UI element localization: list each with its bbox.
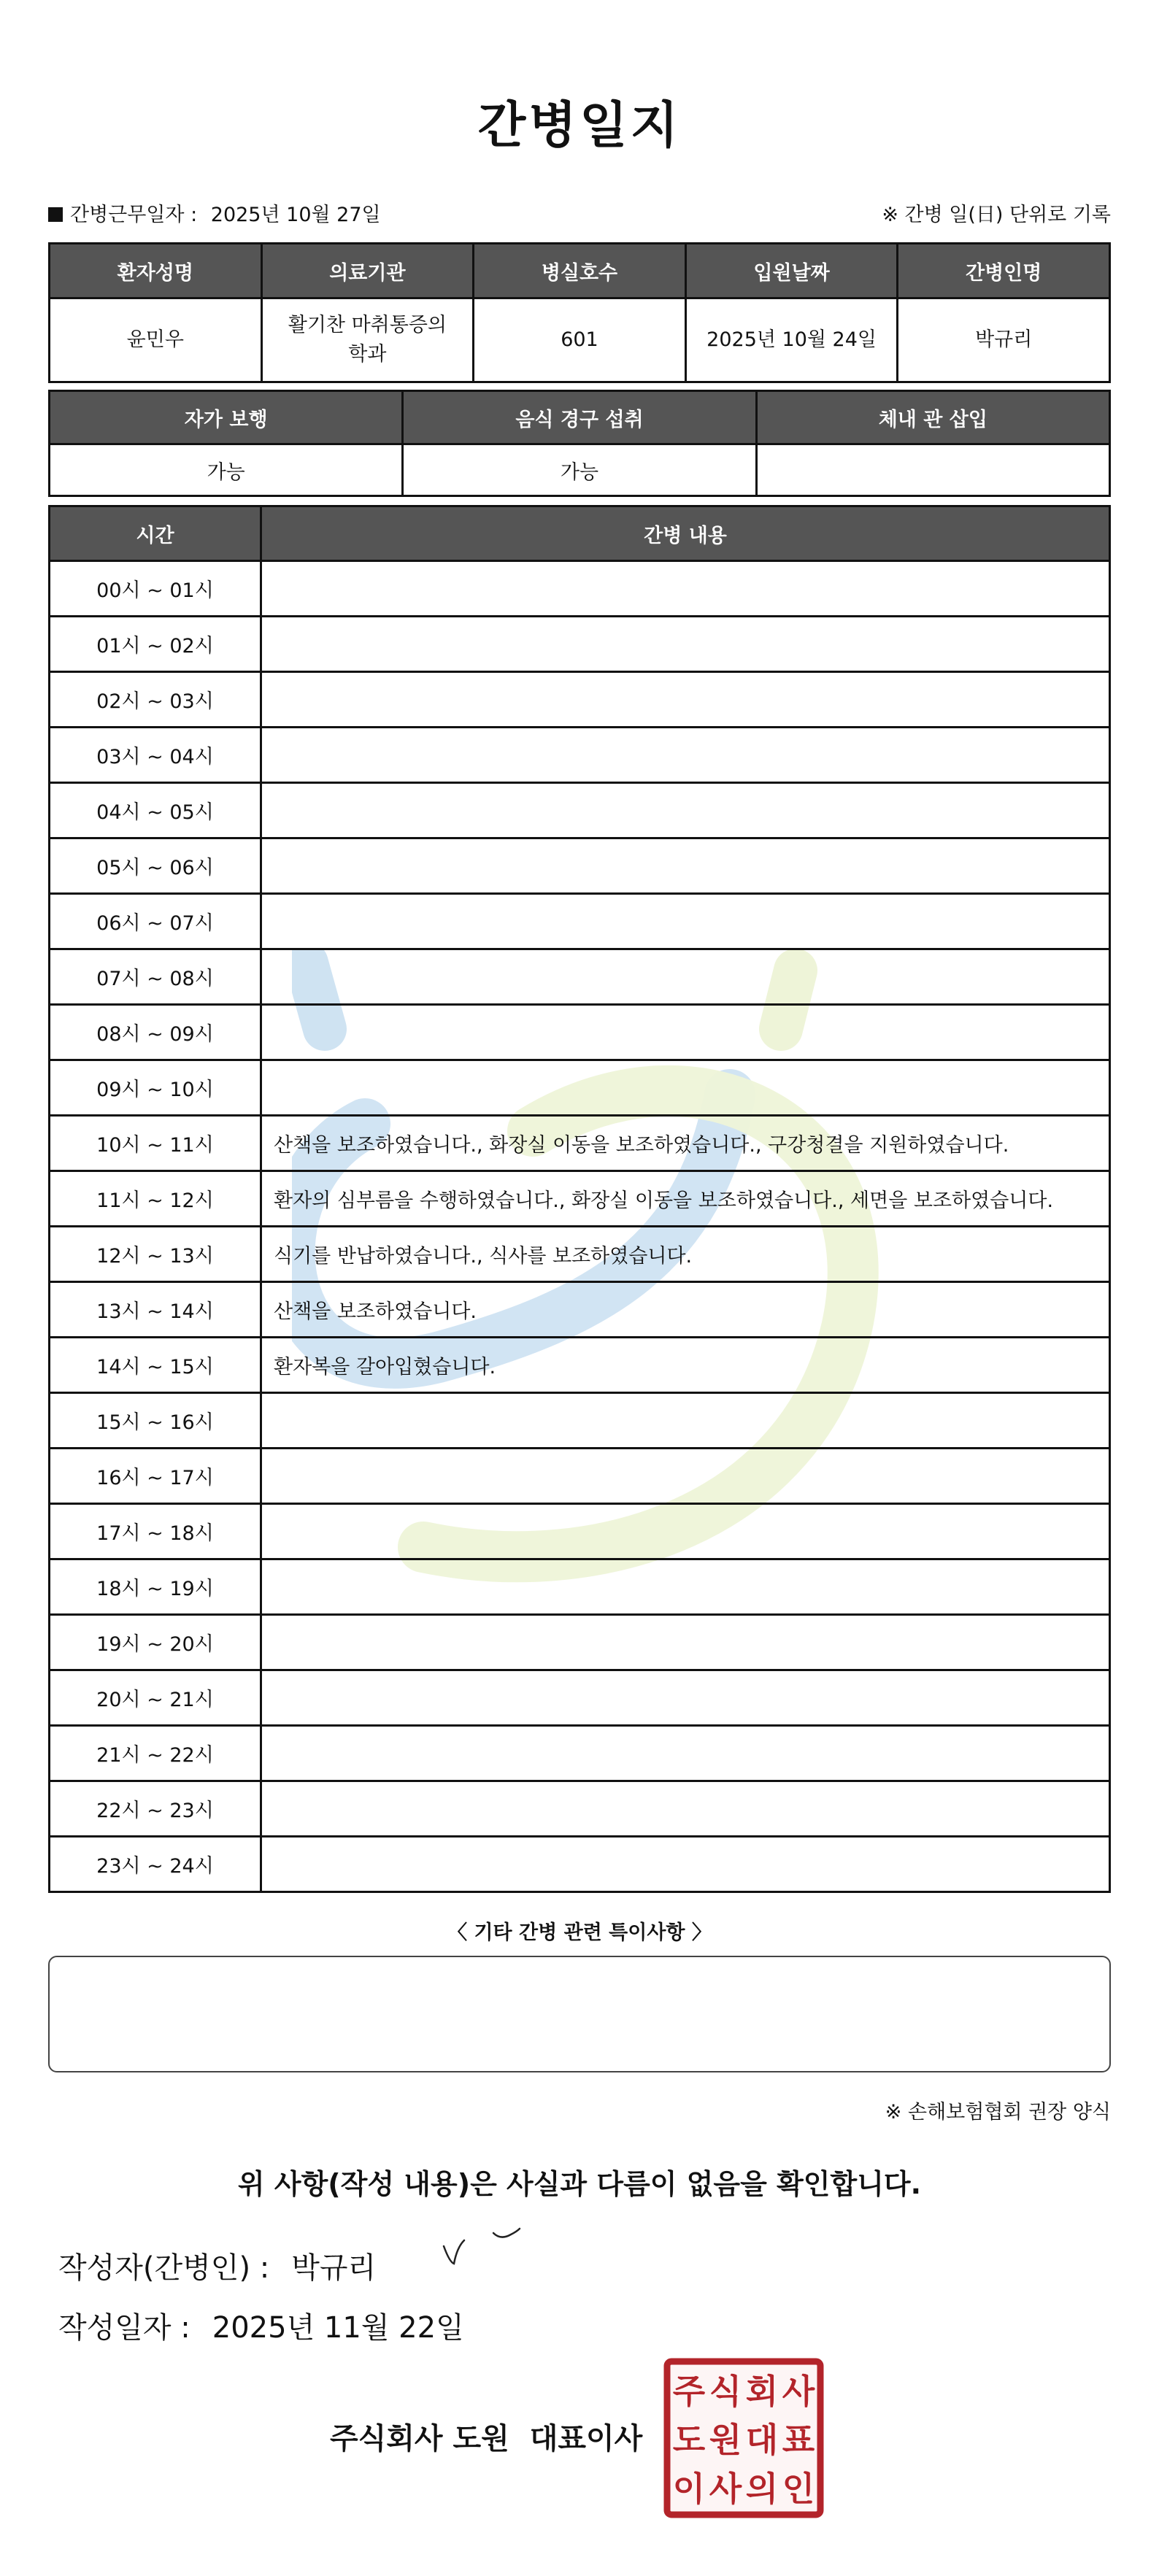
care-log-content (261, 1393, 1110, 1449)
care-log-time: 00시 ~ 01시 (50, 561, 261, 617)
care-log-content (261, 1005, 1110, 1060)
care-log-time: 01시 ~ 02시 (50, 617, 261, 672)
care-log-row (50, 1449, 1110, 1504)
care-log-content (261, 672, 1110, 728)
notes-title: 〈 기타 간병 관련 특이사항 〉 (447, 1921, 712, 1944)
status-header-row (50, 391, 1110, 444)
company-representative: 대표이사 (529, 2422, 643, 2456)
care-log-row (50, 561, 1110, 617)
care-log-content: 환자의 심부름을 수행하였습니다., 화장실 이동을 보조하였습니다., 세면을 보조하였습니다. (261, 1171, 1110, 1227)
company-signoff (330, 2415, 642, 2457)
care-log-row (50, 1282, 1110, 1338)
care-log-row (50, 1116, 1110, 1171)
notes-box (48, 1956, 1111, 2072)
svg-text:의: 의 (745, 2469, 779, 2509)
header-hospital: 의료기관 (261, 244, 474, 298)
header-oral-intake: 음식 경구 섭취 (403, 391, 756, 444)
care-log-content (261, 561, 1110, 617)
care-log-row (50, 1670, 1110, 1726)
svg-text:표: 표 (782, 2420, 815, 2460)
care-log-time: 10시 ~ 11시 (50, 1116, 261, 1171)
header-self-walking: 자가 보행 (50, 391, 403, 444)
svg-text:대: 대 (745, 2420, 779, 2460)
work-date-label: 간병근무일자 : (70, 204, 198, 226)
care-log-content (261, 949, 1110, 1005)
written-date-value: 2025년 11월 22일 (212, 2311, 464, 2345)
writer-row (58, 2245, 376, 2286)
care-log-row (50, 1615, 1110, 1670)
care-log-row (50, 1559, 1110, 1615)
oral-intake-value: 가능 (403, 444, 756, 496)
record-note: ※ 간병 일(日) 단위로 기록 (882, 204, 1111, 226)
header-caregiver-name: 간병인명 (898, 244, 1110, 298)
care-log-content (261, 1615, 1110, 1670)
confirmation-statement: 위 사항(작성 내용)은 사실과 다름이 없음을 확인합니다. (237, 2168, 922, 2200)
company-name: 주식회사 도원 (330, 2422, 509, 2456)
svg-text:식: 식 (709, 2372, 742, 2411)
care-log-content (261, 894, 1110, 949)
care-log-content (261, 1060, 1110, 1116)
care-log-row (50, 1227, 1110, 1282)
handwritten-signature (438, 2218, 525, 2277)
writer-value: 박규리 (291, 2251, 377, 2285)
header-time: 시간 (50, 506, 261, 561)
header-care-content: 간병 내용 (261, 506, 1110, 561)
care-log-row (50, 1338, 1110, 1393)
square-bullet-icon (48, 207, 63, 222)
svg-text:인: 인 (782, 2469, 815, 2509)
care-log-content: 환자복을 갈아입혔습니다. (261, 1338, 1110, 1393)
care-log-time: 16시 ~ 17시 (50, 1449, 261, 1504)
care-log-content (261, 1449, 1110, 1504)
care-log-content (261, 1726, 1110, 1781)
svg-text:주: 주 (672, 2372, 706, 2411)
care-log-time: 22시 ~ 23시 (50, 1781, 261, 1837)
care-log-content (261, 728, 1110, 783)
patient-info-table (48, 242, 1111, 383)
status-value-row (50, 444, 1110, 496)
written-date-row (58, 2305, 464, 2346)
care-log-time: 07시 ~ 08시 (50, 949, 261, 1005)
care-log-time: 20시 ~ 21시 (50, 1670, 261, 1726)
care-log-body (50, 561, 1110, 1892)
self-walking-value: 가능 (50, 444, 403, 496)
work-date-value: 2025년 10월 27일 (210, 204, 381, 226)
care-log-content (261, 1504, 1110, 1559)
svg-text:회: 회 (745, 2372, 779, 2411)
care-log-row (50, 1781, 1110, 1837)
care-log-time: 02시 ~ 03시 (50, 672, 261, 728)
room-number: 601 (474, 298, 686, 382)
patient-status-table (48, 390, 1111, 497)
care-log-time: 03시 ~ 04시 (50, 728, 261, 783)
care-log-row (50, 1060, 1110, 1116)
admission-date: 2025년 10월 24일 (685, 298, 898, 382)
care-log-time: 05시 ~ 06시 (50, 838, 261, 894)
care-log-content (261, 783, 1110, 838)
svg-text:도: 도 (672, 2420, 706, 2460)
svg-text:사: 사 (709, 2469, 742, 2509)
form-note: ※ 손해보험협회 권장 양식 (885, 2101, 1111, 2124)
header-tube-insertion: 체내 관 삽입 (756, 391, 1109, 444)
care-log-time: 18시 ~ 19시 (50, 1559, 261, 1615)
care-log-row (50, 1171, 1110, 1227)
care-log-row (50, 838, 1110, 894)
care-log-row (50, 1504, 1110, 1559)
care-log-time: 15시 ~ 16시 (50, 1393, 261, 1449)
care-log-row (50, 1393, 1110, 1449)
care-log-row (50, 949, 1110, 1005)
care-log-row (50, 1837, 1110, 1892)
care-log-row (50, 1005, 1110, 1060)
care-log-time: 17시 ~ 18시 (50, 1504, 261, 1559)
svg-text:원: 원 (709, 2420, 742, 2460)
care-log-row (50, 672, 1110, 728)
care-log-time: 08시 ~ 09시 (50, 1005, 261, 1060)
care-log-row (50, 617, 1110, 672)
written-date-label: 작성일자 : (58, 2311, 190, 2345)
company-seal-stamp (663, 2357, 825, 2519)
care-log-row (50, 728, 1110, 783)
svg-text:사: 사 (782, 2372, 815, 2411)
care-log-row (50, 783, 1110, 838)
care-log-time: 21시 ~ 22시 (50, 1726, 261, 1781)
care-log-row (50, 894, 1110, 949)
care-log-time: 12시 ~ 13시 (50, 1227, 261, 1282)
care-log-content: 산책을 보조하였습니다. (261, 1282, 1110, 1338)
tube-insertion-value (756, 444, 1109, 496)
care-log-content (261, 1559, 1110, 1615)
hospital-name: 활기찬 마취통증의학과 (261, 298, 474, 382)
care-log-header-row (50, 506, 1110, 561)
header-room-number: 병실호수 (474, 244, 686, 298)
care-log-time: 11시 ~ 12시 (50, 1171, 261, 1227)
caregiver-name: 박규리 (898, 298, 1110, 382)
patient-info-value-row (50, 298, 1110, 382)
care-log-time: 14시 ~ 15시 (50, 1338, 261, 1393)
page-title: 간병일지 (477, 97, 682, 155)
care-log-content: 식기를 반납하였습니다., 식사를 보조하였습니다. (261, 1227, 1110, 1282)
meta-row (48, 198, 1111, 228)
care-log-time: 23시 ~ 24시 (50, 1837, 261, 1892)
care-log-content (261, 1670, 1110, 1726)
header-admission-date: 입원날짜 (685, 244, 898, 298)
care-log-content: 산책을 보조하였습니다., 화장실 이동을 보조하였습니다., 구강청결을 지원하였습니다. (261, 1116, 1110, 1171)
care-log-row (50, 1726, 1110, 1781)
care-log-content (261, 838, 1110, 894)
header-patient-name: 환자성명 (50, 244, 262, 298)
work-date (48, 198, 381, 227)
care-log-table (48, 505, 1111, 1893)
care-log-time: 09시 ~ 10시 (50, 1060, 261, 1116)
patient-info-header-row (50, 244, 1110, 298)
care-log-content (261, 617, 1110, 672)
care-log-time: 06시 ~ 07시 (50, 894, 261, 949)
care-log-time: 13시 ~ 14시 (50, 1282, 261, 1338)
care-log-time: 19시 ~ 20시 (50, 1615, 261, 1670)
svg-text:이: 이 (672, 2469, 706, 2509)
care-log-content (261, 1781, 1110, 1837)
writer-label: 작성자(간병인) : (58, 2251, 270, 2285)
patient-name: 윤민우 (50, 298, 262, 382)
care-log-content (261, 1837, 1110, 1892)
care-log-time: 04시 ~ 05시 (50, 783, 261, 838)
